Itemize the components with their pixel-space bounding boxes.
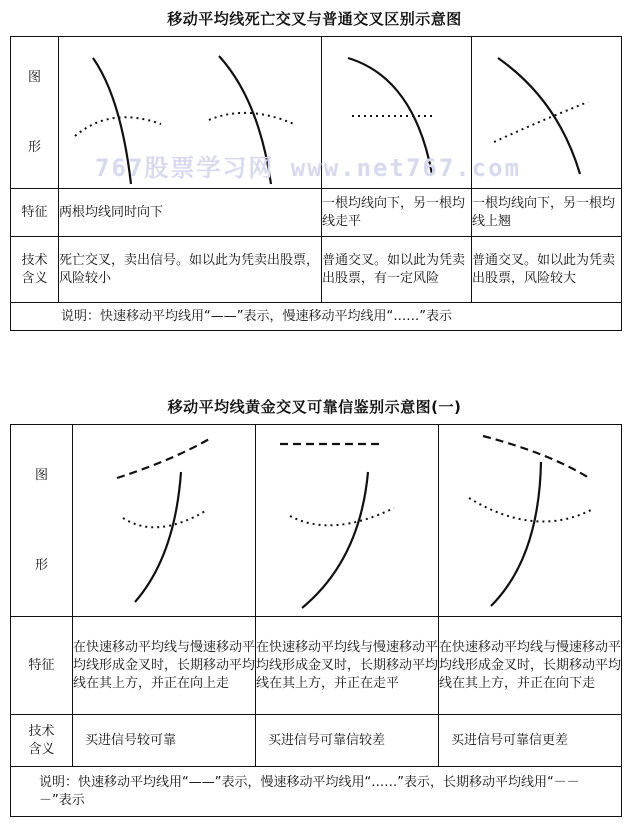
figure-label-top: 图: [27, 69, 41, 85]
table1-meaning-2: 普通交叉。如以此为凭卖出股票，有一定风险: [322, 237, 472, 303]
table1-figure-row: [11, 37, 622, 189]
table1: [10, 36, 622, 331]
meaning-label-top: 技术: [28, 723, 55, 739]
table2-meaning-row: [11, 715, 622, 767]
table2-figure-cell-1: [73, 425, 256, 617]
meaning-label-top: 技术: [21, 252, 48, 268]
table1-note: 说明：快速移动平均线用“——”表示，慢速移动平均线用“……”表示: [11, 303, 622, 331]
table1-meaning-1: 死亡交叉，卖出信号。如以此为凭卖出股票，风险较小: [59, 237, 322, 303]
golden-cross-long-flat-figure: [256, 426, 439, 616]
table2-meaning-1: 买进信号较可靠: [73, 715, 256, 767]
table1-title: 移动平均线死亡交叉与普通交叉区别示意图: [167, 10, 462, 28]
fast-ma-line: [219, 56, 271, 184]
long-ma-line: [483, 436, 589, 478]
meaning-label-bottom: 含义: [28, 741, 55, 757]
slow-ma-line: [494, 102, 588, 142]
table1-meaning-label: [11, 237, 59, 303]
table2-meaning-2: 买进信号可靠信较差: [256, 715, 439, 767]
watermark-text: 767股票学习网 www.net767.com: [95, 154, 522, 182]
table2-meaning-3: 买进信号可靠信更差: [439, 715, 622, 767]
table1-meaning-3: 普通交叉。如以此为凭卖出股票，风险较大: [472, 237, 622, 303]
table2-feature-1: 在快速移动平均线与慢速移动平均线形成金叉时，长期移动平均线在其上方，并正在向上走: [73, 617, 256, 715]
table2-figure-row: [11, 425, 622, 617]
table1-feature-row: [11, 189, 622, 237]
table2-note-row: [11, 767, 622, 817]
golden-cross-long-down-figure: [439, 426, 622, 616]
table1-feature-3: 一根均线向下，另一根均线上翘: [472, 189, 622, 237]
figure-label-bottom: 形: [34, 557, 48, 573]
table2-feature-label: 特征: [11, 617, 73, 715]
table2-meaning-label: [11, 715, 73, 767]
table2-feature-3: 在快速移动平均线与慢速移动平均线形成金叉时，长期移动平均线在其上方，并正在向下走: [439, 617, 622, 715]
table1-figure-cell-3: [472, 37, 622, 189]
table2-feature-row: [11, 617, 622, 715]
long-ma-line: [117, 438, 211, 478]
table1-figure-cell-1: [59, 37, 322, 189]
fast-ma-line: [302, 472, 368, 608]
slow-ma-line: [75, 117, 161, 136]
figure-label-bottom: 形: [27, 139, 41, 155]
table2-note: 说明：快速移动平均线用“——”表示，慢速移动平均线用“……”表示，长期移动平均线用“－－－”表示: [11, 767, 622, 817]
death-cross-figure: [59, 38, 322, 188]
fast-ma-line: [498, 58, 580, 174]
slow-ma-line: [290, 508, 394, 525]
table2-feature-2: 在快速移动平均线与慢速移动平均线形成金叉时，长期移动平均线在其上方，并正在走平: [256, 617, 439, 715]
ordinary-cross-up-figure: [472, 38, 622, 188]
table2-title: 移动平均线黄金交叉可靠信鉴别示意图(一): [167, 398, 462, 416]
meaning-label-bottom: 含义: [21, 270, 48, 286]
table1-feature-2: 一根均线向下，另一根均线走平: [322, 189, 472, 237]
table2: [10, 424, 622, 817]
table2-figure-cell-3: [439, 425, 622, 617]
table1-feature-1: 两根均线同时向下: [59, 189, 322, 237]
golden-cross-long-up-figure: [73, 426, 256, 616]
fast-ma-line: [93, 58, 131, 184]
fast-ma-line: [135, 472, 181, 602]
table1-note-row: [11, 303, 622, 331]
slow-ma-line: [469, 498, 591, 522]
figure-label-top: 图: [34, 467, 48, 483]
table1-figure-label: [11, 37, 59, 189]
table1-figure-cell-2: [322, 37, 472, 189]
slow-ma-line: [209, 112, 294, 123]
table1-meaning-row: [11, 237, 622, 303]
slow-ma-line: [123, 510, 207, 527]
ordinary-cross-flat-figure: [322, 38, 472, 188]
table2-figure-cell-2: [256, 425, 439, 617]
table1-feature-label: 特征: [11, 189, 59, 237]
fast-ma-line: [491, 462, 541, 606]
table2-figure-label: [11, 425, 73, 617]
